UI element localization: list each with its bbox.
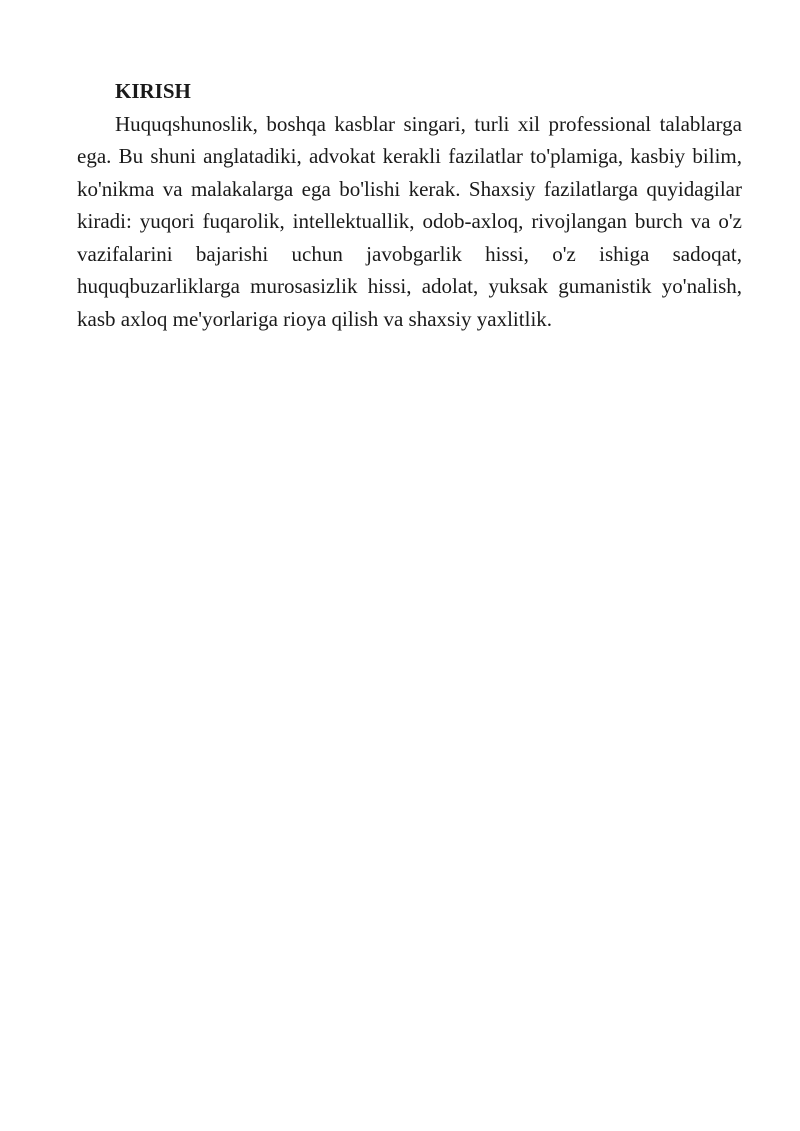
section-heading: KIRISH (115, 79, 191, 103)
body-paragraph: Huquqshunoslik, boshqa kasblar singari, turli xil professional talablarga ega. Bu shuni anglatadiki, advokat kerakli fazilatlar to'plamiga, kasbiy bilim, ko'nikma va malakalarga ega bo'lishi kerak. Shaxsiy fazilatlarga quyidagilar kiradi: yuqori fuqarolik, intellektuallik, odob-axloq, rivojlangan burch va o'z vazifalarini bajarishi uchun javobgarlik hissi, o'z ishiga sadoqat, huquqbuzarliklarga murosasizlik hissi, adolat, yuksak gumanistik yo'nalish, kasb axloq me'yorlariga rioya qilish va shaxsiy yaxlitlik. (77, 111, 742, 331)
document-body (77, 75, 742, 335)
